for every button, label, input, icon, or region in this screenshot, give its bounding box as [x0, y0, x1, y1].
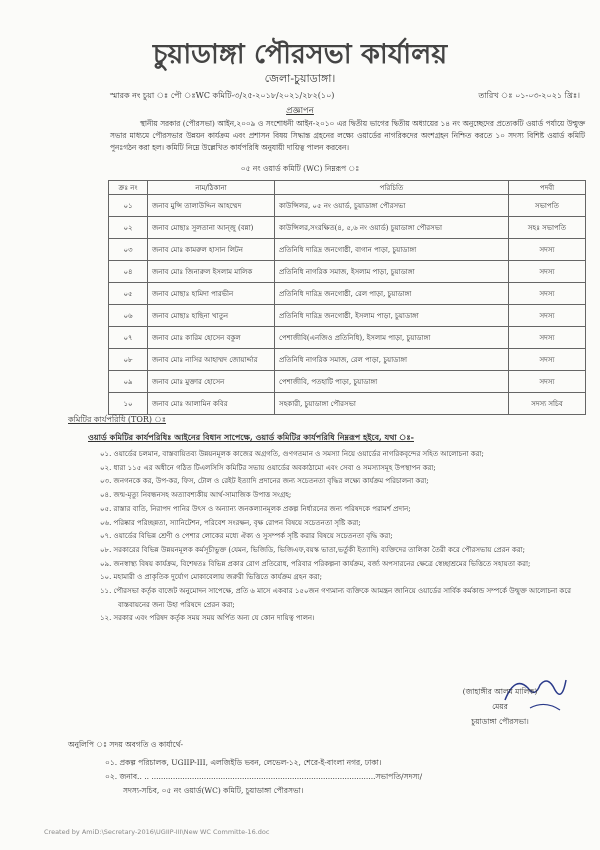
table-row: [109, 261, 586, 283]
tor-item: ০২. ধারা ১১৫ এর অধীনে গঠিত টিএলসিসি কমিটির সভায় ওয়ার্ডের অবকাঠামো এবং সেবা ও সমস্যাসমূহ উপস্থাপন করা;: [100, 463, 436, 472]
memo-number: স্মারক নং চুয়া ঃ পৌ ঃWC কমিটি-৩/২৫-২০১৮/২০২১/২৮২(১০): [110, 91, 335, 100]
cell-serial: ০৪: [109, 261, 148, 283]
copy-item-cont: সদস্য-সচিব, ০৫ নং ওয়ার্ড(WC) কমিটি, চুয়াডাঙ্গা পৌরসভা।: [123, 786, 304, 795]
tor-item: ১১. পৌরসভা কর্তৃক বাজেট অনুমোদন সাপেক্ষে, প্রতি ৬ মাসে একবার ১৫০জন গণ্যমান্য ব্যক্তিকে আমন্ত্রন জানিয়ে ওয়ার্ডের সার্বিক কর্মকান্ড সম্পর্কে উন্মুক্ত আলোচনা করে বাস্তবায়নের জন্য উহা পরিষদে প্রেরন করা;: [100, 587, 571, 609]
cell-identity: কাউন্সিলর, ০৫ নং ওয়ার্ড, চুয়াডাঙ্গা পৌরসভা: [275, 195, 509, 217]
committee-table: [108, 180, 586, 415]
cell-serial: ০৬: [109, 305, 148, 327]
cell-designation: সদস্য: [509, 327, 586, 349]
table-row: [109, 393, 586, 415]
tor-item: ১২. সরকার এবং পরিষদ কর্তৃক সময় সময় অর্পিত অন্য যে কোন দায়িত্ব পালন।: [100, 614, 315, 623]
tor-heading: ওয়ার্ড কমিটির কার্যপরিধিঃ আইনের বিধান সাপেক্ষে, ওয়ার্ড কমিটির কার্যপরিধি নিম্নরূপ হইবে, যথা ঃ-: [88, 432, 414, 442]
cell-serial: ০৭: [109, 327, 148, 349]
col-designation: পদবী: [509, 181, 586, 195]
signatory-designation: মেয়র: [492, 702, 508, 711]
table-header: [109, 181, 586, 195]
signatory-office: চুয়াডাঙ্গা পৌরসভা।: [471, 717, 529, 726]
table-row: [109, 305, 586, 327]
table-row: [109, 327, 586, 349]
cell-serial: ০২: [109, 217, 148, 239]
cell-serial: ০৩: [109, 239, 148, 261]
cell-name: জনাব মুন্সি তালাউদ্দিন আহম্মেদ: [148, 195, 275, 217]
cell-name: জনাব মোঃ কামরুল হাসান লিটন: [148, 239, 275, 261]
cell-name: জনাব মোঃ নাসির আহাম্মদ জোয়ার্দ্দার: [148, 349, 275, 371]
cell-identity: প্রতিনিধি দারিদ্র জনগোষ্ঠী, বাগান পাড়া, চুয়াডাঙ্গা: [275, 239, 509, 261]
tor-item: ১০. মহামারী ও প্রাকৃতিক দুর্যোগ মোকাবেলায় জরুরী ভিত্তিতে কার্যক্রম গ্রহন করা;: [100, 573, 323, 582]
cell-name: জনাব মোছাঃ হামিদা পারভীন: [148, 283, 275, 305]
tor-label: কমিটির কার্যপরিধি (TOR) ঃ: [68, 415, 167, 424]
cell-identity: পেশাজীবি, পতহাটি পাড়া, চুয়াডাঙ্গা: [275, 371, 509, 393]
cell-identity: প্রতিনিধি নাগরিক সমাজ, রেল পাড়া, চুয়াডাঙ্গা: [275, 349, 509, 371]
col-serial: ক্রঃ নং: [109, 181, 148, 195]
cell-designation: সদস্য: [509, 349, 586, 371]
committee-heading: ০৫ নং ওয়ার্ড কমিটি (WC) নিম্নরূপ ঃ: [240, 164, 360, 173]
tor-item: ০১. ওয়ার্ডের চলমান, বাস্তবায়িতব্য উন্নয়নমূলক কাজের অগ্রগতি, গুণগতমান ও সমস্যা নিয়ে ওয়ার্ডের নাগরিকবৃন্দের সহিত আলোচনা করা;: [100, 450, 484, 458]
cell-designation: সদস্য: [509, 261, 586, 283]
cell-identity: প্রতিনিধি নাগরিক সমাজ, ইসলাম পাড়া, চুয়াডাঙ্গা: [275, 261, 509, 283]
tor-item: ০৬. পরিষ্কার পরিচ্ছন্নতা, স্যানিটেশন, পরিবেশ সংরক্ষন, বৃক্ষ রোপন বিষয়ে সচেতনতা সৃষ্টি করা;: [100, 518, 361, 527]
cell-designation: সদস্য: [509, 239, 586, 261]
tor-item: ০৮. সরকারের বিভিন্ন উন্নয়নমূলক কর্মসূচীভুক্ত (যেমন, ভিজিডি, ভিজিএফ,বয়স্ক ভাতা,ভর্তুকী ইত্যাদি) ব্যক্তিদের তালিকা তৈরী করে পৌরসভায় প্রেরন করা;: [100, 545, 526, 554]
cell-identity: সহকারী, চুয়াডাঙ্গা পৌরসভা: [275, 393, 509, 415]
signatory-name: (জাহাঙ্গীর আলম মালিক): [462, 687, 538, 696]
cell-designation: সদস্য: [509, 371, 586, 393]
tor-item: ০৪. জন্ম-মৃত্যু নিবন্ধনসহ অত্যাবশ্যকীয় আর্থ-সামাজিক উপাত্ত সংগ্রহ;: [100, 491, 292, 500]
cell-name: জনাব মোছাঃ হাছিনা খাতুন: [148, 305, 275, 327]
signature-block: [440, 684, 560, 729]
table-row: [109, 195, 586, 217]
office-title: চুয়াডাঙ্গা পৌরসভা কার্যালয়: [152, 39, 448, 70]
cell-name: জনাব মোঃ মুক্তার হোসেন: [148, 371, 275, 393]
cell-identity: প্রতিনিধি দারিদ্র জনগোষ্ঠী, রেল পাড়া, চুয়াডাঙ্গা: [275, 283, 509, 305]
table-row: [109, 349, 586, 371]
cell-identity: প্রতিনিধি দারিদ্র জনগোষ্ঠী, ইসলাম পাড়া, চুয়াডাঙ্গা: [275, 305, 509, 327]
cell-designation: সদস্য সচিব: [509, 393, 586, 415]
table-row: [109, 371, 586, 393]
copy-item: ০২. জনাব.. .. ..............................................................................................সভাপতি/সদস্য/: [105, 772, 423, 781]
copy-list: [105, 756, 585, 798]
tor-item: ০৫. রাস্তার বাতি, নিরাপদ পানির উৎস ও অন্যান্য জনকল্যানমূলক প্রকল্প নির্ধারনের জন্য পরিষদকে পরামর্শ প্রদান;: [100, 504, 411, 513]
tor-item: ০৯. জনস্বাস্থ্য বিষয় কার্যক্রম, বিশেষতঃ বিভিন্ন প্রকার রোগ প্রতিরোধ, পরিবার পরিকল্পনা কার্যক্রম, বর্জ্য অপসারনের ক্ষেত্রে স্বেচ্ছাশ্রমের ভিত্তিতে সহায়তা করা;: [100, 559, 531, 568]
tor-list: [100, 448, 588, 626]
cell-serial: ০১: [109, 195, 148, 217]
cell-designation: সদস্য: [509, 305, 586, 327]
file-path-footer: Created by AmiD:\Secretary-2016\UGIIP-III\New WC Committe-16.doc: [44, 828, 270, 836]
cell-name: জনাব মোছাঃ সুলতানা আন্জু (বন্না): [148, 217, 275, 239]
table-row: [109, 217, 586, 239]
cell-serial: ০৮: [109, 349, 148, 371]
cell-designation: সদস্য: [509, 283, 586, 305]
cell-serial: ০৫: [109, 283, 148, 305]
intro-paragraph: স্থানীয় সরকার (পৌরসভা) আইন,২০০৯ ও সংশোধনী আইন-২০১০ এর দ্বিতীয় ভাগের দ্বিতীয় অধ্যায়ের ১৪ নং অনুচ্ছেদের প্রত্যেকটি ওয়ার্ড পর্যায়ে উন্মুক্ত সভার মাধ্যমে পৌরসভার উন্নয়ন কার্যক্রম এবং প্রশাসন বিষয় সিদ্ধান্ত গ্রহনের লক্ষ্যে ওয়ার্ডের নাগরিকদের অংশগ্রহন নিশ্চিত করতে ১০ সদস্য বিশিষ্ট ওয়ার্ড কমিটি পুনঃগঠন করা হল। কমিটি নিম্নে উল্লেখিত কার্যপরিধি অনুযায়ী দায়িত্ব পালন করবেন।: [110, 119, 585, 152]
cell-designation: সহঃ সভাপতি: [509, 217, 586, 239]
table-row: [109, 239, 586, 261]
notice-heading: প্রজ্ঞাপন: [286, 106, 314, 116]
cell-name: জনাব মোঃ কারিম হোসেন বকুল: [148, 327, 275, 349]
cell-identity: কাউন্সিলর,সংরক্ষিত(৪, ৫,৬ নং ওয়ার্ড) চুয়াডাঙ্গা পৌরসভা: [275, 217, 509, 239]
cell-identity: পেশাজীবি(এনজিও প্রতিনিধি), ইসলাম পাড়া, চুয়াডাঙ্গা: [275, 327, 509, 349]
col-name: নাম/ঠিকানা: [148, 181, 275, 195]
cell-serial: ০৯: [109, 371, 148, 393]
cell-name: জনাব মোঃ জিনারুল ইসলাম মালিক: [148, 261, 275, 283]
tor-item: ০৩. জনগনকে কর, উপ-কর, ফিস, টোল ও রেইট ইত্যাদি প্রদানের জন্য সচেতনতা বৃদ্ধির লক্ষ্যে কার্যক্রম পরিচালনা করা;: [100, 477, 429, 486]
table-row: [109, 283, 586, 305]
district: জেলা-চুয়াডাঙ্গা।: [264, 72, 336, 85]
tor-item: ০৭. ওয়ার্ডের বিভিন্ন শ্রেণী ও পেশার লোকের মধ্যে ঐক্য ও সুসম্পর্ক সৃষ্টি করার বিষয়ে সচেতনতা বৃদ্ধি করা;: [100, 532, 393, 541]
copy-item: ০১. প্রকল্প পরিচালক, UGIIP-III, এলজিইডি ভবন, লেভেল-১২, শেরে-ই-বাংলা নগর, ঢাকা।: [105, 758, 382, 767]
cell-designation: সভাপতি: [509, 195, 586, 217]
col-identity: পরিচিতি: [275, 181, 509, 195]
copy-label: অনুলিপি ঃ সদয় অবগতি ও কার্যার্থে-: [68, 740, 184, 749]
cell-serial: ১০: [109, 393, 148, 415]
cell-name: জনাব মোঃ আলামিন কবির: [148, 393, 275, 415]
date: তারিখ ঃ ০১-০৩-২০২১ খ্রিঃ।: [478, 91, 580, 100]
